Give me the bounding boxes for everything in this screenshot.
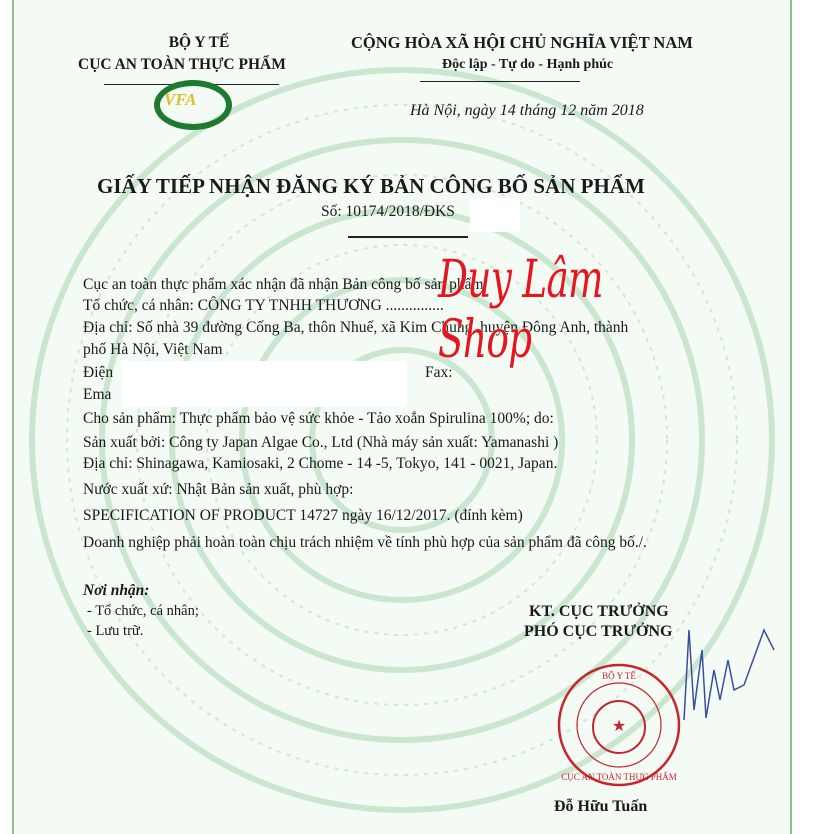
redaction [470, 198, 520, 232]
ministry-name: BỘ Y TẾ [168, 34, 230, 51]
certificate-paper [12, 0, 792, 834]
body-line: Cục an toàn thực phẩm xác nhận đã nhận Bản công bố sản phẩm [83, 276, 484, 293]
star-icon: ★ [611, 718, 627, 735]
recipient-item: - Tổ chức, cá nhân; [87, 603, 199, 619]
nation-name: CỘNG HÒA XÃ HỘI CHỦ NGHĨA VIỆT NAM [351, 33, 693, 52]
body-line: Địa chỉ: Số nhà 39 đường Cống Ba, thôn Nhuế, xã Kim Chung, huyện Đông Anh, thành [83, 319, 629, 336]
body-line: Nước xuất xứ: Nhật Bản sản xuất, phù hợp: [83, 481, 354, 498]
seal-top-text: BỘ Y TẾ [602, 671, 636, 681]
issue-date: Hà Nội, ngày 14 tháng 12 năm 2018 [410, 102, 644, 119]
divider [348, 236, 468, 238]
recipient-item: - Lưu trữ. [87, 623, 144, 639]
seal-bottom-text: CỤC AN TOÀN THỰC PHẨM [561, 772, 677, 782]
body-line: SPECIFICATION OF PRODUCT 14727 ngày 16/12/2017. (đính kèm) [83, 507, 523, 524]
vfa-logo-text: VFA [164, 90, 197, 109]
redaction [122, 361, 407, 407]
motto: Độc lập - Tự do - Hạnh phúc [442, 57, 614, 72]
department-name: CỤC AN TOÀN THỰC PHẨM [78, 56, 286, 73]
signer-title: KT. CỤC TRƯỞNG [529, 603, 669, 620]
body-line: Ema [83, 386, 112, 403]
divider [420, 81, 580, 82]
body-line: Cho sản phẩm: Thực phẩm bảo vệ sức khỏe - Tảo xoắn Spirulina 100%; do: [83, 410, 554, 427]
document-title: GIẤY TIẾP NHẬN ĐĂNG KÝ BẢN CÔNG BỐ SẢN PHẨM [97, 174, 645, 198]
body-line: Địa chỉ: Shinagawa, Kamiosaki, 2 Chome - 14 -5, Tokyo, 141 - 0021, Japan. [83, 455, 558, 472]
shop-watermark: Duy Lâm Shop [438, 250, 603, 370]
body-line: Doanh nghiệp phải hoàn toàn chịu trách nhiệm về tính phù hợp của sản phẩm đã công bố./. [83, 534, 647, 551]
signer-position: PHÓ CỤC TRƯỞNG [524, 623, 673, 640]
signer-name: Đỗ Hữu Tuấn [554, 798, 648, 815]
handwritten-signature [664, 590, 784, 740]
body-line: Tổ chức, cá nhân: CÔNG TY TNHH THƯƠNG ............... [83, 297, 444, 314]
document-number: Số: 10174/2018/ĐKS [321, 203, 455, 220]
body-line: phố Hà Nội, Việt Nam [83, 341, 223, 358]
body-line: Sản xuất bởi: Công ty Japan Algae Co., Ltd (Nhà máy sản xuất: Yamanashi ) [83, 434, 559, 451]
fax-label: Fax: [425, 364, 453, 381]
recipients-title: Nơi nhận: [83, 582, 150, 599]
body-line: Điện [83, 364, 114, 381]
